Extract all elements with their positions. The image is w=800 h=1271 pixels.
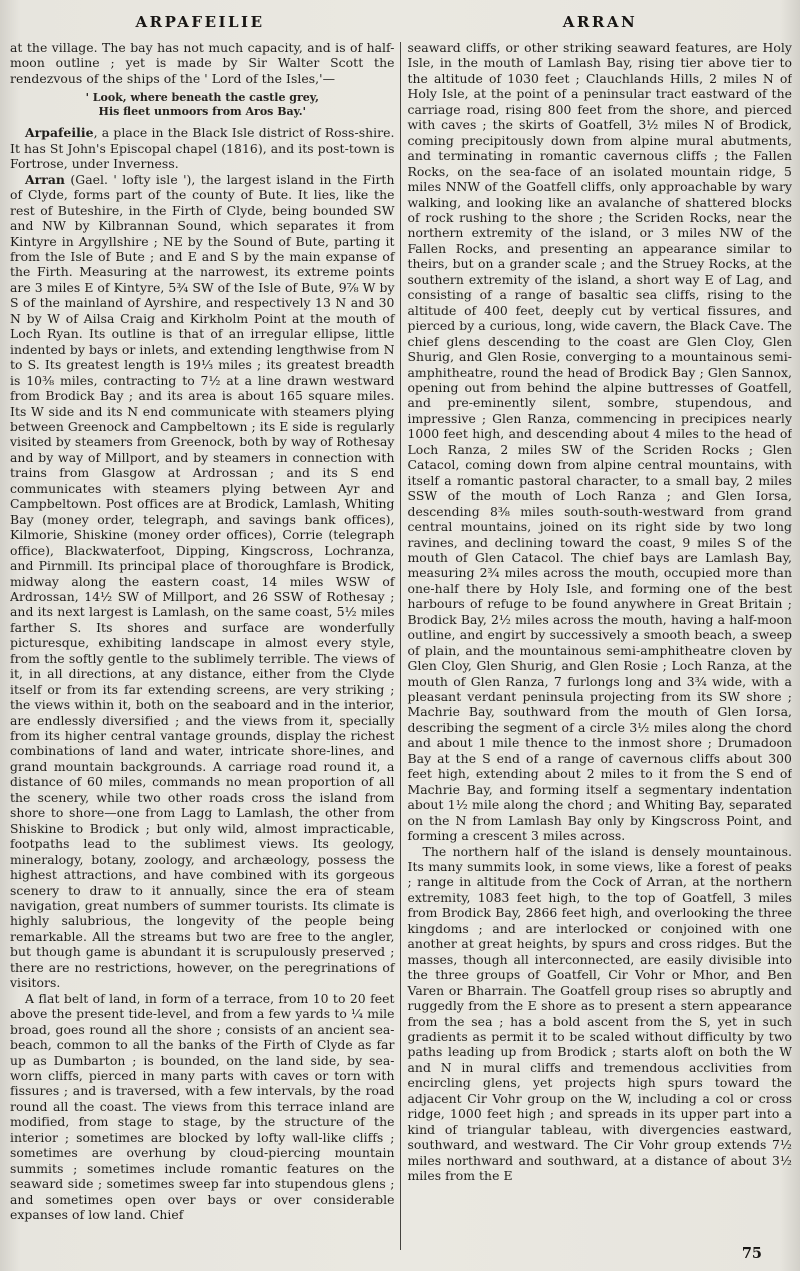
verse-line: His fleet unmoors from Aros Bay.' xyxy=(98,105,306,119)
left-column-header: ARPAFEILIE xyxy=(135,13,265,31)
entry-lead: Arran xyxy=(25,171,65,187)
right-column xyxy=(401,40,793,1256)
paragraph: seaward cliffs, or other striking seaward features, are Holy Isle, in the mouth of Lamlash Bay, rising tier above tier to the altitude of 1030 feet ; Clauchlands Hills, 2 miles N of Holy Isle, at the point of a peninsular tract eastward of the carriage road, rising 800 feet from the shore, and pierced with caves ; the skirts of Goatfell, 3½ miles N of Brodick, coming precipitously down from alpine mural abutments, and terminating in romantic cavernous cliffs ; the Fallen Rocks, on the sea-face of an isolated mountain ridge, 5 miles NNW of the Goatfell cliffs, only approachable by wary walking, and looking like an avalanche of shattered blocks of rock rushing to the shore ; the Scriden Rocks, near the northern extremity of the island, or 3 miles NW of the Fallen Rocks, and presenting an appearance similar to theirs, but on a grander scale ; and the Struey Rocks, at the southern extremity of the island, a short way E of Lag, and consisting of a range of basaltic sea cliffs, rising to the altitude of 400 feet, deeply cut by vertical fissures, and pierced by a curious, long, wide cavern, the Black Cave. The chief glens descending to the coast are Glen Cloy, Glen Shurig, and Glen Rosie, converging to a mountainous semi-amphitheatre, round the head of Brodick Bay ; Glen Sannox, opening out from behind the alpine buttresses of Goatfell, and pre-eminently silent, sombre, stupendous, and impressive ; Glen Ranza, commencing in precipices nearly 1000 feet high, and descending about 4 miles to the head of Loch Ranza, 2 miles SW of the Scriden Rocks ; Glen Catacol, coming down from alpine central mountains, with itself a romantic pastoral character, to a small bay, 2 miles SSW of the mouth of Loch Ranza ; and Glen Iorsa, descending 8⅜ miles south-south-westward from grand central mountains, joined on its right side by two long ravines, and declining toward the coast, 9 miles S of the mouth of Glen Catacol. The chief bays are Lamlash Bay, measuring 2¾ miles across the mouth, occupied more than one-half there by Holy Isle, and forming one of the best harbours of refuge to be found anywhere in Great Britain ; Brodick Bay, 2½ miles across the mouth, having a half-moon outline, and engirt by successively a smooth beach, a sweep of plain, and the mountainous semi-amphitheatre cloven by Glen Cloy, Glen Shurig, and Glen Rosie ; Loch Ranza, at the mouth of Glen Ranza, 7 furlongs long and 3¾ wide, with a pleasant verdant peninsula projecting from its SW shore ; Machrie Bay, southward from the mouth of Glen Iorsa, describing the segment of a circle 3½ miles along the chord and about 1 mile thence to the inmost shore ; Drumadoon Bay at the S end of a range of cavernous cliffs about 300 feet high, extending about 2 miles to it from the S end of Machrie Bay, and forming itself a segmentary indentation about 1½ mile along the chord ; and Whiting Bay, separated on the N from Lamlash Bay only by Kingscross Point, and forming a crescent 3 miles across. xyxy=(407,40,792,844)
text-columns xyxy=(0,37,800,1256)
entry-paragraph-arpafeilie: Arpafeilie, a place in the Black Isle district of Ross-shire. It has St John's Episcopal chapel (1816), and its post-town is Fortrose, under Inverness. xyxy=(10,125,395,172)
paragraph: at the village. The bay has not much capacity, and is of half-moon outline ; yet is made by Sir Walter Scott the rendezvous of the ships of the ' Lord of the Isles,'— xyxy=(10,40,395,86)
verse-quote xyxy=(10,91,395,119)
left-column xyxy=(10,40,400,1256)
paragraph: A flat belt of land, in form of a terrace, from 10 to 20 feet above the present tide-level, and from a few yards to ¼ mile broad, goes round all the shore ; consists of an ancient sea-beach, common to all the banks of the Firth of Clyde as far up as Dumbarton ; is bounded, on the land side, by sea-worn cliffs, pierced in many parts with caves or torn with fissures ; and is traversed, with a few intervals, by the road round all the coast. The views from this terrace inland are modified, from stage to stage, by the structure of the interior ; sometimes are blocked by lofty wall-like cliffs ; sometimes are overhung by cloud-piercing mountain summits ; sometimes include romantic features on the seaward side ; sometimes sweep far into stupendous glens ; and sometimes open over bays or over considerable expanses of low land. Chief xyxy=(10,990,395,1223)
entry-paragraph-arran: Arran (Gael. ' lofty isle '), the largest island in the Firth of Clyde, forms part of the county of Bute. It lies, like the rest of Buteshire, in the Firth of Clyde, being bounded SW and NW by Kilbrannan Sound, which separates it from Kintyre in Argyllshire ; NE by the Sound of Bute, parting it from the Isle of Bute ; and E and S by the main expanse of the Firth. Measuring at the narrowest, its extreme points are 3 miles E of Kintyre, 5¾ SW of the Isle of Bute, 9⅞ W by S of the mainland of Ayrshire, and respectively 13 N and 30 N by W of Ailsa Craig and Kirkholm Point at the mouth of Loch Ryan. Its outline is that of an irregular ellipse, little indented by bays or inlets, and extending lengthwise from N to S. Its greatest length is 19⅓ miles ; its greatest breadth is 10⅜ miles, contracting to 7½ at a line drawn westward from Brodick Bay ; and its area is about 165 square miles. Its W side and its N end communicate with steamers plying between Greenock and Campbeltown ; its E side is regularly visited by steamers from Greenock, both by way of Rothesay and by way of Millport, and by steamers in connection with trains from Glasgow at Ardrossan ; and its S end communicates with steamers plying between Ayr and Campbeltown. Post offices are at Brodick, Lamlash, Whiting Bay (money order, telegraph, and savings bank offices), Kilmorie, Shiskine (money order offices), Corrie (telegraph office), Blackwaterfoot, Dipping, Kingscross, Lochranza, and Pirnmill. Its principal place of thoroughfare is Brodick, midway along the eastern coast, 14 miles WSW of Ardrossan, 14½ SW of Millport, and 26 SSW of Rothesay ; and its next largest is Lamlash, on the same coast, 5½ miles farther S. Its shores and surface are wonderfully picturesque, exhibiting landscape in almost every style, from the softly gentle to the sublimely terrible. The views of it, in all directions, at any distance, either from the Clyde itself or from its far extending screens, are very striking ; the views within it, both on the seaboard and in the interior, are endlessly diversified ; and the views from it, specially from its higher central vantage grounds, display the richest combinations of land and water, intricate shore-lines, and grand mountain backgrounds. A carriage road round it, a distance of 60 miles, commands no mean proportion of all the scenery, while two other roads cross the island from shore to shore—one from Lagg to Lamlash, the other from Shiskine to Brodick ; but only wild, almost impracticable, footpaths lead to the sublimest views. Its geology, mineralogy, botany, zoology, and archæology, possess the highest attractions, and have combined with its gorgeous scenery to draw to it annually, since the era of steam navigation, great numbers of summer tourists. Its climate is highly salubrious, the longevity of the people being remarkable. All the streams but two are free to the angler, but though game is abundant it is scrupulously preserved ; there are no restrictions, however, on the peregrinations of visitors. xyxy=(10,171,395,991)
verse-line: ' Look, where beneath the castle grey, xyxy=(85,91,319,105)
entry-lead: Arpafeilie xyxy=(25,125,94,141)
running-heads xyxy=(0,0,800,37)
right-column-header: ARRAN xyxy=(562,13,638,31)
paragraph: The northern half of the island is densely mountainous. Its many summits look, in some views, like a forest of peaks ; range in altitude from the Cock of Arran, at the northern extremity, 1083 feet high, to the top of Goatfell, 3 miles from Brodick Bay, 2866 feet high, and overlooking the three kingdoms ; and are interlocked or conjoined with one another at great heights, by spurs and cross ridges. But the masses, though all interconnected, are easily divisible into the three groups of Goatfell, Cir Vohr or Mhor, and Ben Varen or Bharrain. The Goatfell group rises so abruptly and ruggedly from the E shore as to present a stern appearance from the sea ; has a bold ascent from the S, yet in such gradients as permit it to be scaled without difficulty by two paths leading up from Brodick ; starts aloft on both the W and N in mural cliffs and tremendous acclivities from encircling glens, yet projects high spurs toward the adjacent Cir Vohr group on the W, including a col or cross ridge, 1000 feet high ; and spreads in its upper part into a kind of triangular tableau, with divergencies eastward, southward, and westward. The Cir Vohr group extends 7½ miles northward and southward, at a distance of about 3½ miles from the E xyxy=(407,843,792,1184)
page-number: 75 xyxy=(741,1245,762,1262)
